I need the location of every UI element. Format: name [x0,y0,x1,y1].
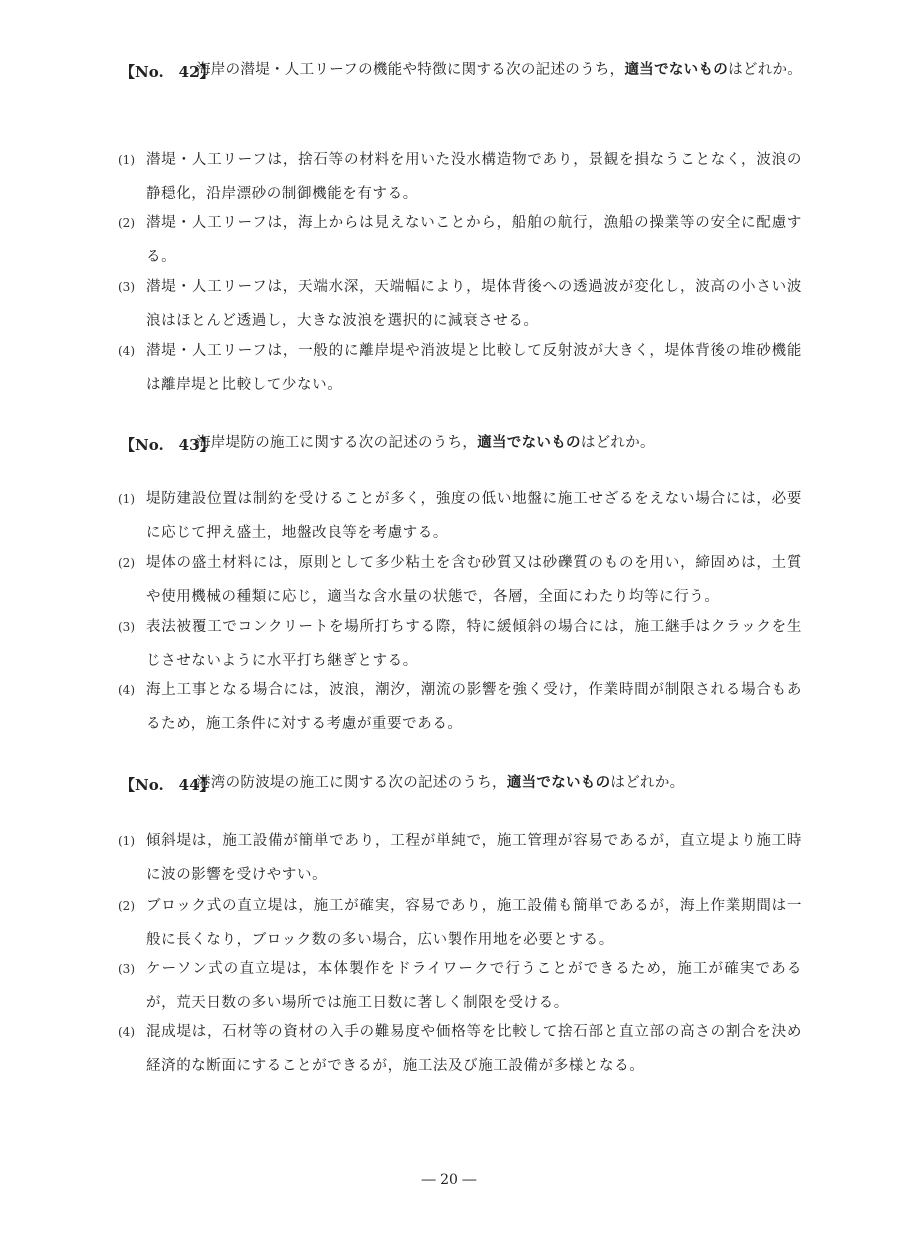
option-text: 潜堤・人工リーフは，一般的に離岸堤や消波堤と比較して反射波が大きく，堤体背後の堆砂機能は離岸堤と比較して少ない。 [146,343,802,393]
option-text: 混成堤は，石材等の資材の入手の難易度や価格等を比較して捨石部と直立部の高さの割合を決め経済的な断面にすることができるが，施工法及び施工設備が多様となる。 [146,1024,802,1074]
option-text: 堤体の盛土材料には，原則として多少粘土を含む砂質又は砂礫質のものを用い，締固めは，土質や使用機械の種類に応じ，適当な含水量の状態で，各層，全面にわたり均等に行う。 [146,555,802,605]
option-number: (2) [118,899,135,913]
question-number: 【No. 44】 [120,776,215,794]
option-number: (4) [118,344,135,358]
question-stem: 港湾の防波堤の施工に関する次の記述のうち，適当でないものはどれか。 [196,775,685,791]
question-number: 【No. 42】 [120,63,215,81]
question-stem: 海岸堤防の施工に関する次の記述のうち，適当でないものはどれか。 [196,435,655,451]
option-number: (4) [118,683,135,697]
option-text: 表法被覆工でコンクリートを場所打ちする際，特に緩傾斜の場合には，施工継手はクラックを生じさせないように水平打ち継ぎとする。 [146,619,802,669]
option-text: ケーソン式の直立堤は，本体製作をドライワークで行うことができるため，施工が確実であるが，荒天日数の多い場所では施工日数に著しく制限を受ける。 [146,961,802,1011]
option-number: (3) [118,280,135,294]
option-text: 堤防建設位置は制約を受けることが多く，強度の低い地盤に施工せざるをえない場合には，必要に応じて押え盛土，地盤改良等を考慮する。 [146,491,802,541]
option-number: (2) [118,216,135,230]
option-text: 傾斜堤は，施工設備が簡単であり，工程が単純で，施工管理が容易であるが，直立堤より施工時に波の影響を受けやすい。 [146,833,802,883]
option-number: (3) [118,620,135,634]
option-text: 海上工事となる場合には，波浪，潮汐，潮流の影響を強く受け，作業時間が制限される場合もあるため，施工条件に対する考慮が重要である。 [146,682,802,732]
option-number: (1) [118,492,135,506]
option-number: (1) [118,834,135,848]
option-number: (2) [118,556,135,570]
option-text: ブロック式の直立堤は，施工が確実，容易であり，施工設備も簡単であるが，海上作業期間は一般に長くなり，ブロック数の多い場合，広い製作用地を必要とする。 [146,898,802,948]
option-number: (1) [118,153,135,167]
option-text: 潜堤・人工リーフは，海上からは見えないことから，船舶の航行，漁船の操業等の安全に配慮する。 [146,215,802,265]
emphasis-text: 適当でないもの [624,62,729,78]
option-number: (4) [118,1025,135,1039]
emphasis-text: 適当でないもの [477,435,581,451]
emphasis-text: 適当でないもの [506,775,611,791]
option-text: 潜堤・人工リーフは，捨石等の材料を用いた没水構造物であり，景観を損なうことなく，波浪の静穏化，沿岸漂砂の制御機能を有する。 [146,152,802,202]
question-number: 【No. 43】 [120,436,215,454]
page-number: ― 20 ― [421,1172,477,1188]
option-text: 潜堤・人工リーフは，天端水深，天端幅により，堤体背後への透過波が変化し，波高の小さい波浪はほとんど透過し，大きな波浪を選択的に減衰させる。 [146,279,802,329]
option-number: (3) [118,962,135,976]
question-stem: 海岸の潜堤・人工リーフの機能や特徴に関する次の記述のうち，適当でないものはどれか。 [196,62,803,78]
